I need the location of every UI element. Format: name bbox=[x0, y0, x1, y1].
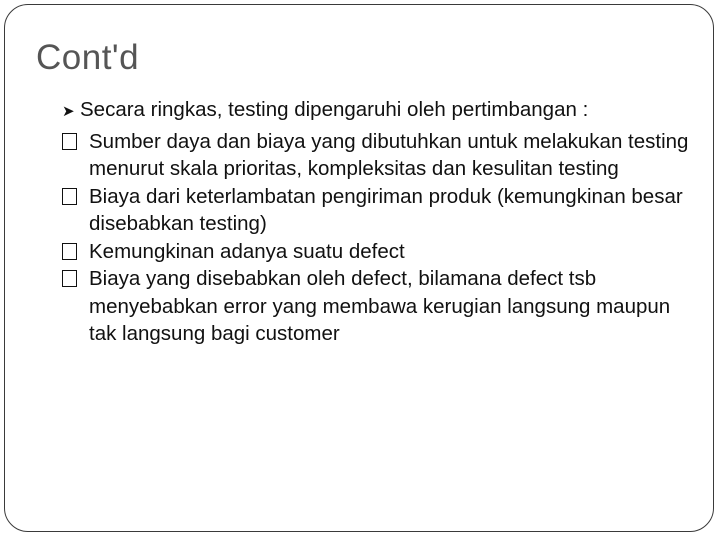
list-item bbox=[56, 183, 696, 238]
list-item-text: Kemungkinan adanya suatu defect bbox=[89, 239, 405, 263]
lead-text: Secara ringkas, testing dipengaruhi oleh pertimbangan : bbox=[80, 98, 589, 121]
missing-glyph-box-icon bbox=[62, 133, 77, 150]
list-item-text: Biaya yang disebabkan oleh defect, bilamana defect tsb menyebabkan error yang membawa kerugian langsung maupun tak langsung bagi customer bbox=[89, 267, 671, 345]
list-item-text: Biaya dari keterlambatan pengiriman produk (kemungkinan besar disebabkan testing) bbox=[89, 184, 683, 235]
list-item bbox=[56, 128, 696, 183]
slide-content bbox=[56, 96, 696, 348]
list-item bbox=[56, 238, 696, 266]
list-item-text: Sumber daya dan biaya yang dibutuhkan untuk melakukan testing menurut skala prioritas, kompleksitas dan kesulitan testing bbox=[89, 129, 689, 180]
slide-title: Cont'd bbox=[36, 38, 140, 77]
missing-glyph-box-icon bbox=[62, 243, 77, 260]
bullet-list bbox=[56, 128, 696, 348]
missing-glyph-box-icon bbox=[62, 188, 77, 205]
arrowhead-bullet-icon: ➤ bbox=[62, 103, 75, 120]
missing-glyph-box-icon bbox=[62, 270, 77, 287]
list-item bbox=[56, 265, 696, 348]
lead-bullet-line bbox=[62, 96, 696, 126]
